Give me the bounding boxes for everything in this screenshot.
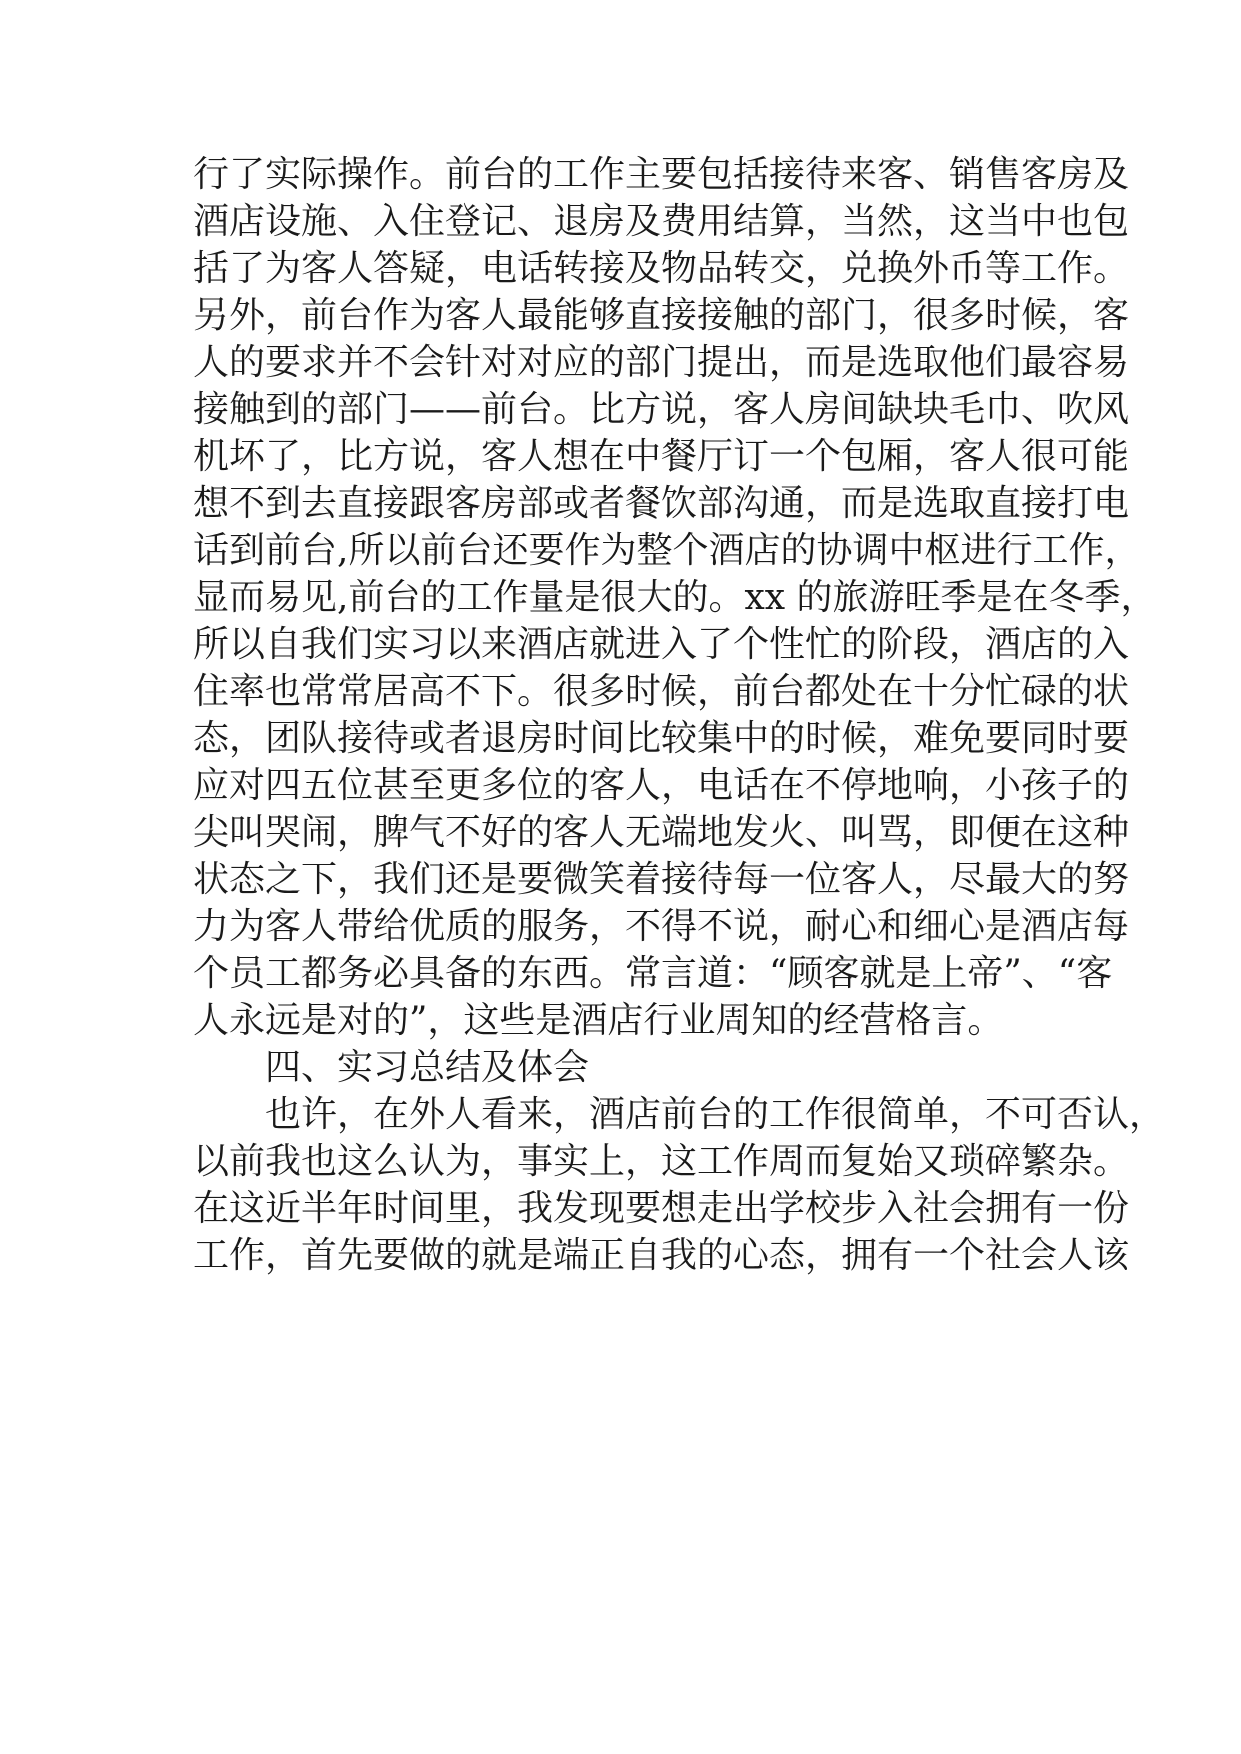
text-line: 应对四五位甚至更多位的客人，电话在不停地响，小孩子的 [193,765,1130,806]
text-line: 行了实际操作。前台的工作主要包括接待来客、销售客房及 [193,154,1130,195]
text-line: 状态之下，我们还是要微笑着接待每一位客人，尽最大的努 [193,859,1130,900]
text-line: 在这近半年时间里，我发现要想走出学校步入社会拥有一份 [193,1188,1130,1229]
text-line: 态，团队接待或者退房时间比较集中的时候，难免要同时要 [193,718,1130,759]
text-line: 酒店设施、入住登记、退房及费用结算，当然，这当中也包 [193,201,1130,242]
text-line: 想不到去直接跟客房部或者餐饮部沟通，而是选取直接打电 [193,483,1130,524]
text-line: 尖叫哭闹，脾气不好的客人无端地发火、叫骂，即便在这种 [193,812,1130,853]
text-line: 括了为客人答疑，电话转接及物品转交，兑换外币等工作。 [193,248,1130,289]
text-line: 机坏了，比方说，客人想在中餐厅订一个包厢，客人很可能 [193,436,1130,477]
text-line: 以前我也这么认为，事实上，这工作周而复始又琐碎繁杂。 [193,1141,1130,1182]
text-line: 另外，前台作为客人最能够直接接触的部门，很多时候，客 [193,295,1130,336]
text-line: 显而易见,前台的工作量是很大的。xx 的旅游旺季是在冬季， [193,577,1157,618]
text-line: 个员工都务必具备的东西。常言道：“顾客就是上帝”、“客 [193,953,1113,994]
text-line: 也许，在外人看来，酒店前台的工作很简单，不可否认， [265,1094,1166,1135]
text-line: 力为客人带给优质的服务，不得不说，耐心和细心是酒店每 [193,906,1130,947]
text-line: 接触到的部门——前台。比方说，客人房间缺块毛巾、吹风 [193,389,1130,430]
text-line: 住率也常常居高不下。很多时候，前台都处在十分忙碌的状 [193,671,1130,712]
text-line: 所以自我们实习以来酒店就进入了个性忙的阶段，酒店的入 [193,624,1130,665]
text-line: 人的要求并不会针对对应的部门提出，而是选取他们最容易 [193,342,1130,383]
section-heading: 四、实习总结及体会 [265,1047,590,1088]
text-line: 话到前台,所以前台还要作为整个酒店的协调中枢进行工作， [193,530,1141,571]
text-line: 人永远是对的”，这些是酒店行业周知的经营格言。 [193,1000,1004,1041]
text-line: 工作，首先要做的就是端正自我的心态，拥有一个社会人该 [193,1235,1130,1276]
